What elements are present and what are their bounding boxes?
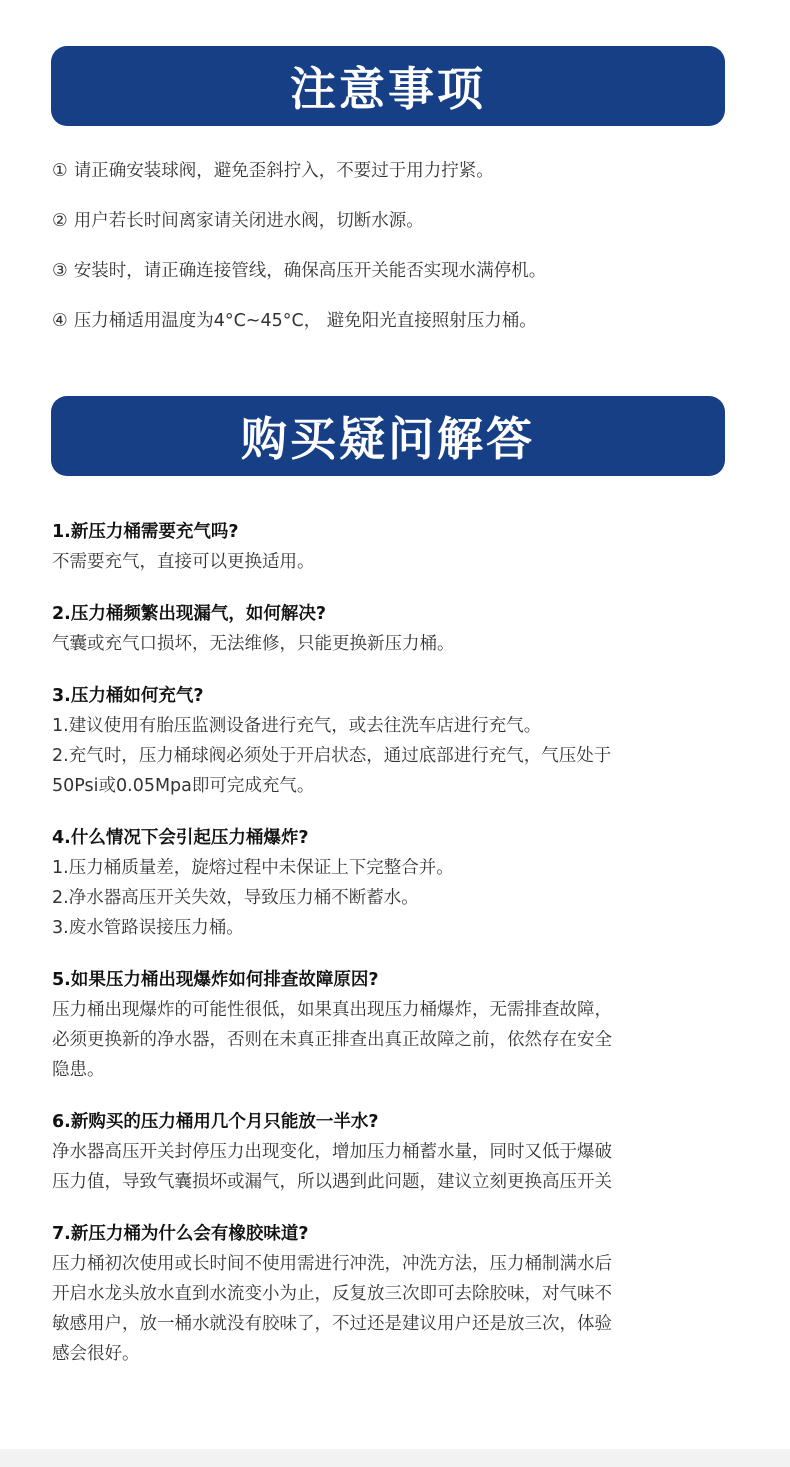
faq-answer-line: 净水器高压开关封停压力出现变化，增加压力桶蓄水量，同时又低于爆破 (52, 1142, 612, 1162)
note-item (52, 255, 742, 305)
note-number: ② (52, 211, 68, 231)
page-bottom-band (0, 1449, 790, 1467)
faq-question: 2.压力桶频繁出现漏气，如何解决? (52, 604, 326, 624)
faq-answer-line: 2.净水器高压开关失效，导致压力桶不断蓄水。 (52, 888, 419, 908)
note-text: 用户若长时间离家请关闭进水阀，切断水源。 (73, 211, 424, 231)
faq-answer-line: 压力值，导致气囊损坏或漏气，所以遇到此问题，建议立刻更换高压开关 (52, 1172, 612, 1192)
faq-section-title-banner (51, 396, 725, 476)
faq-question: 4.什么情况下会引起压力桶爆炸? (52, 828, 309, 848)
faq-answer-line: 不需要充气，直接可以更换适用。 (52, 552, 315, 572)
faq-answer-line: 气囊或充气口损坏，无法维修，只能更换新压力桶。 (52, 634, 455, 654)
faq-answer-line: 压力桶出现爆炸的可能性很低，如果真出现压力桶爆炸，无需排查故障， (52, 1000, 612, 1020)
faq-answer-line: 必须更换新的净水器，否则在未真正排查出真正故障之前，依然存在安全 (52, 1030, 612, 1050)
notes-list (52, 155, 742, 355)
faq-item (52, 599, 742, 659)
faq-question: 7.新压力桶为什么会有橡胶味道? (52, 1224, 309, 1244)
faq-question: 5.如果压力桶出现爆炸如何排查故障原因? (52, 970, 379, 990)
note-text: 压力桶适用温度为4°C~45°C， 避免阳光直接照射压力桶。 (73, 311, 537, 331)
notes-section-title-banner (51, 46, 725, 126)
note-item (52, 155, 742, 205)
faq-item (52, 823, 742, 943)
faq-section-title: 购买疑问解答 (241, 412, 535, 466)
note-item (52, 205, 742, 255)
faq-answer-line: 感会很好。 (52, 1344, 140, 1364)
note-item (52, 305, 742, 355)
faq-item (52, 965, 742, 1085)
faq-answer-line: 3.废水管路误接压力桶。 (52, 918, 244, 938)
faq-question: 1.新压力桶需要充气吗? (52, 522, 239, 542)
notes-section-title: 注意事项 (290, 62, 486, 116)
faq-answer-line: 敏感用户，放一桶水就没有胶味了，不过还是建议用户还是放三次，体验 (52, 1314, 612, 1334)
faq-item (52, 1219, 742, 1369)
faq-answer-line: 50Psi或0.05Mpa即可完成充气。 (52, 776, 315, 796)
faq-question: 3.压力桶如何充气? (52, 686, 204, 706)
faq-answer-line: 1.建议使用有胎压监测设备进行充气，或去往洗车店进行充气。 (52, 716, 542, 736)
note-number: ④ (52, 311, 68, 331)
note-text: 安装时，请正确连接管线，确保高压开关能否实现水满停机。 (73, 261, 547, 281)
faq-list (52, 517, 742, 1391)
faq-answer-line: 开启水龙头放水直到水流变小为止，反复放三次即可去除胶味，对气味不 (52, 1284, 612, 1304)
faq-question: 6.新购买的压力桶用几个月只能放一半水? (52, 1112, 379, 1132)
note-number: ① (52, 161, 68, 181)
faq-answer-line: 1.压力桶质量差，旋熔过程中未保证上下完整合并。 (52, 858, 454, 878)
faq-answer-line: 2.充气时，压力桶球阀必须处于开启状态，通过底部进行充气，气压处于 (52, 746, 612, 766)
note-text: 请正确安装球阀，避免歪斜拧入，不要过于用力拧紧。 (73, 161, 494, 181)
faq-answer-line: 隐患。 (52, 1060, 105, 1080)
faq-item (52, 517, 742, 577)
faq-answer-line: 压力桶初次使用或长时间不使用需进行冲洗，冲洗方法，压力桶制满水后 (52, 1254, 612, 1274)
note-number: ③ (52, 261, 68, 281)
faq-item (52, 1107, 742, 1197)
faq-item (52, 681, 742, 801)
